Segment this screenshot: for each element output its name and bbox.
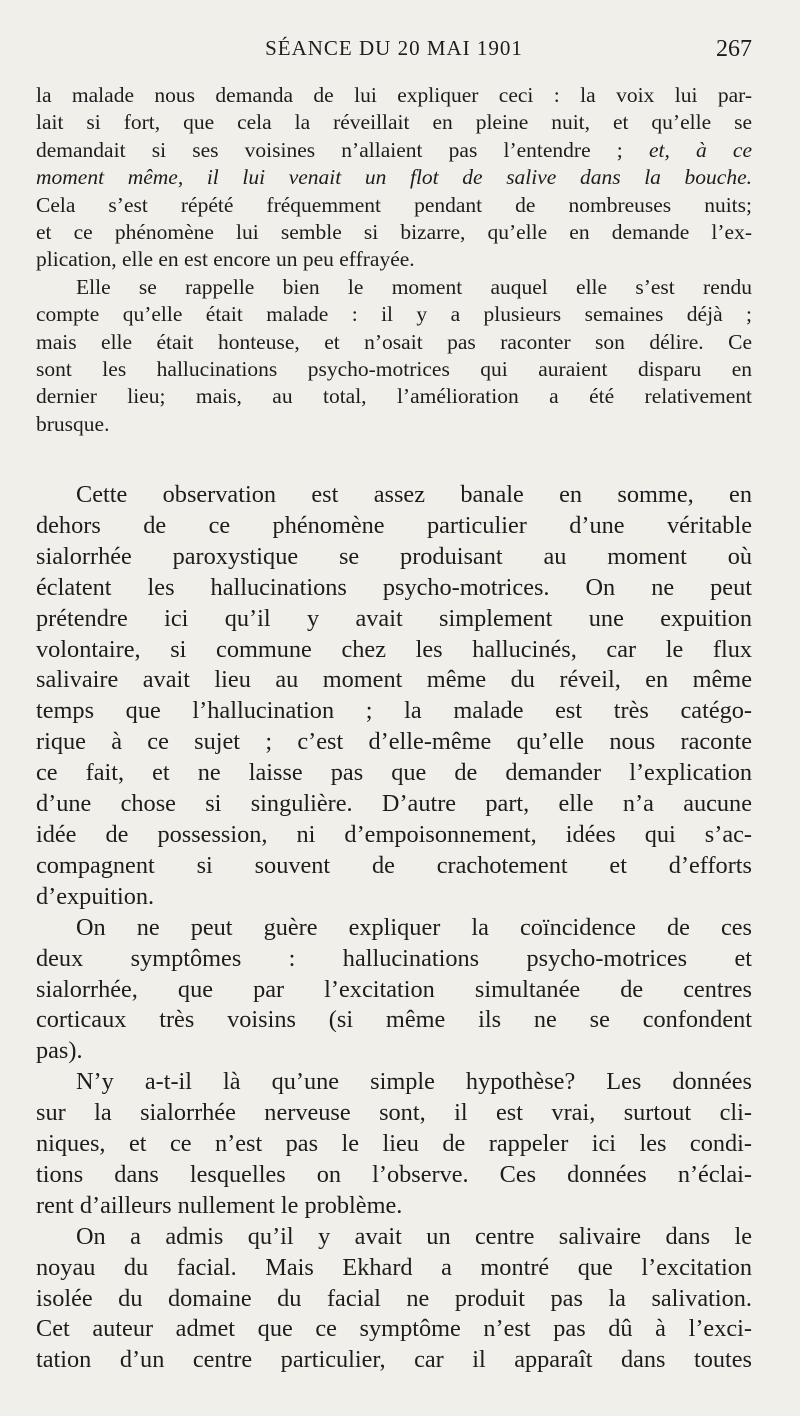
text-line: Cette observation est assez banale en somme, en: [76, 481, 752, 508]
text-line: noyau du facial. Mais Ekhard a montré que l’excitation: [36, 1253, 752, 1281]
text-line: niques, et ce n’est pas le lieu de rappeler ici les condi-: [36, 1130, 752, 1158]
text-line: On ne peut guère expliquer la coïncidence de ces: [76, 913, 752, 941]
text-line: rique à ce sujet ; c’est d’elle-même qu’elle nous raconte: [36, 728, 752, 756]
text-line: volontaire, si commune chez les hallucinés, car le flux: [36, 635, 752, 663]
text-line: éclatent les hallucinations psycho-motrices. On ne peut: [36, 573, 752, 601]
text-line: Cet auteur admet que ce symptôme n’est pas dû à l’exci-: [36, 1315, 752, 1343]
text-line: et ce phénomène lui semble si bizarre, qu’elle en demande l’ex-: [36, 220, 752, 245]
text-line: isolée du domaine du facial ne produit pas la salivation.: [36, 1284, 752, 1312]
text-line: la malade nous demanda de lui expliquer ceci : la voix lui par-: [36, 83, 752, 107]
paragraph-2: [36, 274, 752, 438]
paragraph-6: [36, 1222, 752, 1377]
page-number: 267: [716, 36, 752, 62]
text-line: brusque.: [36, 411, 110, 436]
text-line: tions dans lesquelles on l’observe. Ces données n’éclai-: [36, 1160, 752, 1188]
text-line: idée de possession, ni d’empoisonnement, idées qui s’ac-: [36, 820, 752, 848]
paragraph-4: [36, 913, 752, 1068]
text-line: sialorrhée paroxystique se produisant au moment où: [36, 542, 752, 570]
text-line: pas).: [36, 1037, 83, 1065]
text-line: salivaire avait lieu au moment même du réveil, en même: [36, 666, 752, 694]
text-line: compagnent si souvent de crachotement et d’efforts: [36, 851, 752, 879]
text-line: prétendre ici qu’il y avait simplement une expuition: [36, 604, 752, 632]
text-line: dernier lieu; mais, au total, l’amélioration a été relativement: [36, 384, 752, 409]
text-line: d’une chose si singulière. D’autre part, elle n’a aucune: [36, 790, 752, 818]
italic-line: moment même, il lui venait un flot de salive dans la bouche.: [36, 165, 752, 190]
text-line: Elle se rappelle bien le moment auquel elle s’est rendu: [76, 274, 752, 299]
page-header: [36, 36, 752, 68]
text-line: corticaux très voisins (si même ils ne se confondent: [36, 1006, 752, 1034]
text-line: sialorrhée, que par l’excitation simultanée de centres: [36, 975, 752, 1003]
large-text-block: [36, 480, 752, 1376]
text-line: N’y a-t-il là qu’une simple hypothèse? Les données: [76, 1068, 752, 1096]
paragraph-3: [36, 480, 752, 913]
text-line: deux symptômes : hallucinations psycho-motrices et: [36, 944, 752, 972]
text-line: compte qu’elle était malade : il y a plusieurs semaines déjà ;: [36, 302, 752, 327]
text-line: sont les hallucinations psycho-motrices qui auraient disparu en: [36, 357, 752, 382]
text-line: tation d’un centre particulier, car il apparaît dans toutes: [36, 1346, 752, 1374]
text-line: lait si fort, que cela la réveillait en pleine nuit, et qu’elle se: [36, 110, 752, 135]
text-line: On a admis qu’il y avait un centre salivaire dans le: [76, 1222, 752, 1250]
text-line: temps que l’hallucination ; la malade est très catégo-: [36, 697, 752, 725]
text-line: Cela s’est répété fréquemment pendant de nombreuses nuits;: [36, 192, 752, 217]
italic-segment: et, à ce: [648, 137, 752, 162]
text-line: rent d’ailleurs nullement le problème.: [36, 1191, 403, 1219]
text-line: [36, 137, 752, 164]
text-line: d’expuition.: [36, 882, 155, 910]
text-line: ce fait, et ne laisse pas que de demander l’explication: [36, 759, 752, 787]
text-segment: demandait si ses voisines n’allaient pas l’entendre ;: [36, 137, 623, 162]
paragraph-5: [36, 1067, 752, 1222]
small-text-block: [36, 82, 752, 438]
paragraph-1: [36, 82, 752, 274]
text-line: dehors de ce phénomène particulier d’une véritable: [36, 511, 752, 539]
running-title: SÉANCE DU 20 MAI 1901: [265, 36, 523, 60]
text-line: sur la sialorrhée nerveuse sont, il est vrai, surtout cli-: [36, 1099, 752, 1127]
text-line: mais elle était honteuse, et n’osait pas raconter son délire. Ce: [36, 329, 752, 354]
text-line: plication, elle en est encore un peu effrayée.: [36, 247, 415, 272]
